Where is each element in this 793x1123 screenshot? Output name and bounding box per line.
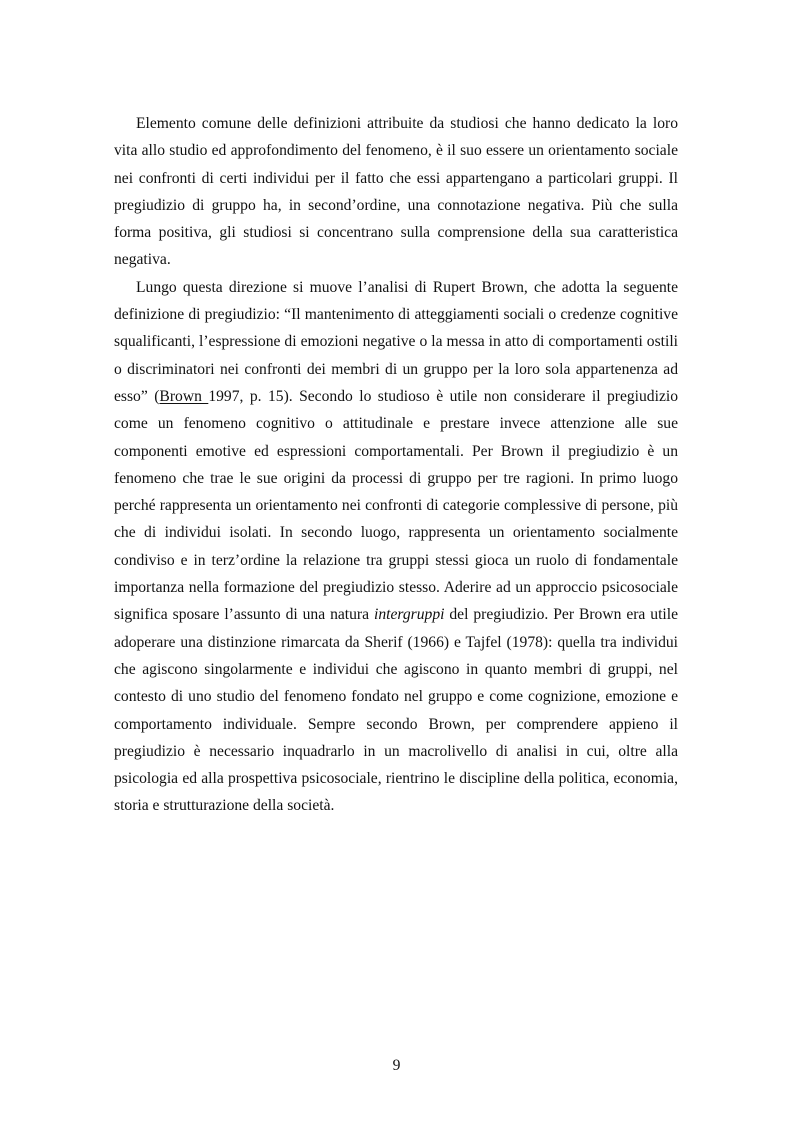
paragraph-2-text-middle: 1997, p. 15). Secondo lo studioso è utile non considerare il pregiudizio come un fenomeno cognitivo o attitudinale e prestare invece attenzione alle sue componenti emotive ed espressioni comportamentali. Per Brown il pregiudizio è un fenomeno che trae le sue origini da processi di gruppo per tre ragioni. In primo luogo perché rappresenta un orientamento nei confronti di categorie complessive di persone, più che di individui isolati. In secondo luogo, rappresenta un orientamento socialmente condiviso e in terz’ordine la relazione tra gruppi stessi gioca un ruolo di fondamentale importanza nella formazione del pregiudizio stesso. Aderire ad un approccio psicosociale significa sposare l’assunto di una natura	[114, 387, 678, 624]
page-number: 9	[392, 1057, 401, 1074]
paragraph-2	[114, 274, 678, 820]
paragraph-2-text-start: Lungo questa direzione si muove l’analisi di Rupert Brown, che adotta la seguente definizione di pregiudizio: “Il mantenimento di atteggiamenti sociali o credenze cognitive squalificanti, l’espressione di emozioni negative o la messa in atto di comportamenti ostili o discriminatori nei confronti dei membri di un gruppo per la loro sola appartenenza ad esso” (	[114, 278, 678, 405]
paragraph-2-text-end: del pregiudizio. Per Brown era utile adoperare una distinzione rimarcata da Sherif (1966) e Tajfel (1978): quella tra individui che agiscono singolarmente e individui che agiscono in quanto membri di gruppi, nel contesto di uno studio del fenomeno fondato nel gruppo e come cognizione, emozione e comportamento individuale. Sempre secondo Brown, per comprendere appieno il pregiudizio è necessario inquadrarlo in un macrolivello di analisi in cui, oltre alla psicologia ed alla prospettiva psicosociale, rientrino le discipline della politica, economia, storia e strutturazione della società.	[114, 606, 679, 815]
body-text	[114, 110, 678, 820]
brown-reference-link[interactable]: Brown	[159, 387, 209, 405]
paragraph-1: Elemento comune delle definizioni attribuite da studiosi che hanno dedicato la loro vita allo studio ed approfondimento del fenomeno, è il suo essere un orientamento sociale nei confronti di certi individui per il fatto che essi appartengano a particolari gruppi. Il pregiudizio di gruppo ha, in second’ordine, una connotazione negativa. Più che sulla forma positiva, gli studiosi si concentrano sulla comprensione della sua caratteristica negativa.	[114, 115, 678, 269]
intergruppi-italic: intergruppi	[373, 606, 445, 624]
